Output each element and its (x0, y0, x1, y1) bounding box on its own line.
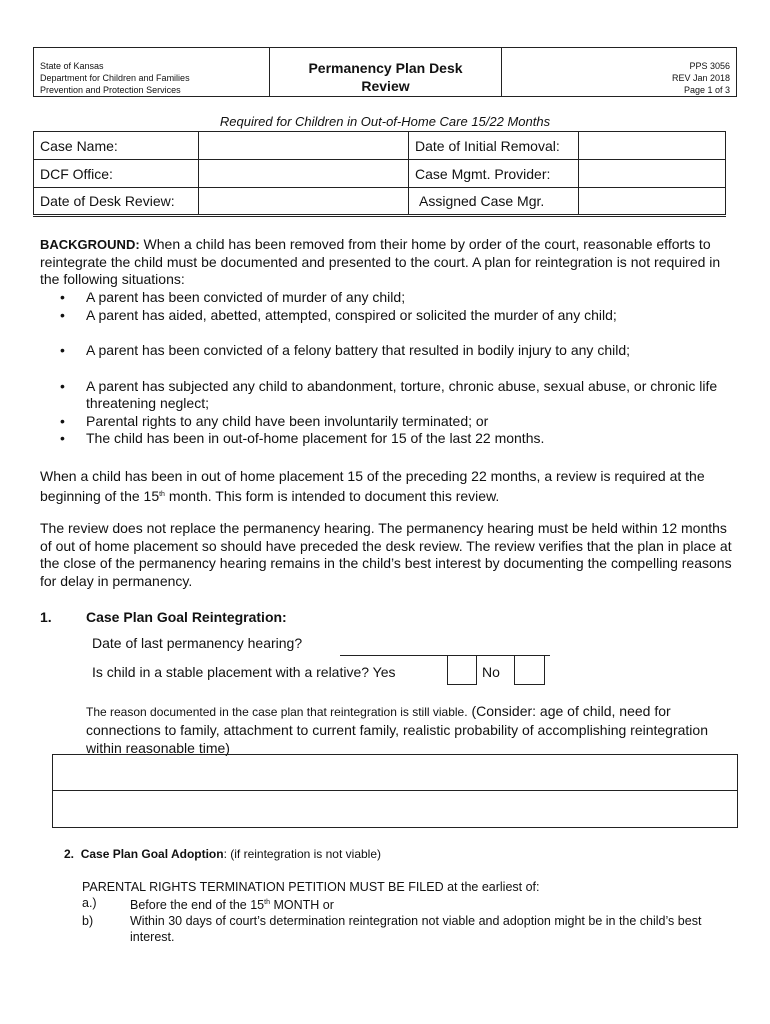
list-item-text: Parental rights to any child have been involuntarily terminated; or (86, 412, 489, 429)
table-row (34, 188, 726, 216)
review-text: When a child has been in out of home placement 15 of the preceding 22 months, a review is required at the beginning of the 15 (40, 468, 705, 504)
yes-checkbox[interactable] (447, 655, 477, 685)
list-item-text: A parent has aided, abetted, attempted, conspired or solicited the murder of any child; (86, 306, 617, 323)
item-text: MONTH or (269, 898, 334, 912)
page-indicator: Page 1 of 3 (683, 85, 730, 95)
bullet-icon: • (60, 289, 65, 305)
agency-line: Prevention and Protection Services (40, 85, 181, 95)
agency-block (34, 48, 270, 96)
list-item-text: A parent has been convicted of a felony battery that resulted in bodily injury to any child; (86, 342, 630, 358)
case-name-field[interactable] (199, 132, 409, 160)
form-title (270, 48, 502, 96)
dcf-office-label: DCF Office: (34, 160, 199, 188)
bullet-icon: • (60, 306, 65, 323)
exception-list (40, 289, 740, 448)
list-item (40, 289, 740, 307)
list-item (40, 430, 740, 448)
section-note: : (if reintegration is not viable) (223, 847, 381, 861)
case-mgmt-provider-field[interactable] (579, 160, 726, 188)
table-row (34, 160, 726, 188)
reason-answer-box[interactable] (52, 754, 738, 828)
reintegration-reason-prompt (86, 702, 736, 757)
initial-removal-field[interactable] (579, 132, 726, 160)
form-header (33, 47, 737, 97)
list-item-text: The child has been in out-of-home placement for 15 of the last 22 months. (86, 430, 545, 446)
list-item (82, 913, 722, 945)
answer-row[interactable] (53, 755, 737, 791)
stable-placement-question: Is child in a stable placement with a relative? Yes (92, 664, 396, 680)
form-title-line: Permanency Plan Desk (308, 60, 463, 76)
list-item-text: A parent has subjected any child to abandonment, torture, chronic abuse, sexual abuse, or chronic life threatening neglect; (86, 377, 718, 411)
case-info-table (33, 131, 726, 217)
assigned-case-mgr-label: Assigned Case Mgr. (409, 188, 579, 216)
assigned-case-mgr-field[interactable] (579, 188, 726, 216)
initial-removal-label: Date of Initial Removal: (409, 132, 579, 160)
section2-heading (64, 847, 381, 861)
item-text: Within 30 days of court’s determination reintegration not viable and adoption might be in the child’s best interest. (130, 914, 702, 944)
list-item (82, 895, 722, 913)
section-title: Case Plan Goal Reintegration: (86, 609, 287, 625)
form-subtitle: Required for Children in Out-of-Home Care 15/22 Months (219, 114, 551, 129)
agency-line: Department for Children and Families (40, 73, 190, 83)
section-title: Case Plan Goal Adoption (80, 847, 224, 861)
section-number: 2. (64, 847, 75, 861)
form-revision: REV Jan 2018 (671, 73, 730, 83)
dcf-office-field[interactable] (199, 160, 409, 188)
background-paragraph (40, 236, 740, 289)
no-label: No (482, 664, 500, 680)
form-title-line: Review (361, 78, 410, 94)
list-item (40, 413, 740, 431)
bullet-icon: • (60, 377, 65, 394)
petition-heading: PARENTAL RIGHTS TERMINATION PETITION MUST BE FILED at the earliest of: (82, 880, 540, 894)
no-checkbox[interactable] (514, 655, 545, 685)
form-id-block (502, 48, 736, 96)
case-mgmt-provider-label: Case Mgmt. Provider: (409, 160, 579, 188)
list-item (40, 378, 740, 413)
list-item (40, 342, 740, 360)
termination-block (82, 879, 722, 945)
reason-text-small: The reason documented in the case plan that reintegration is still viable. (86, 705, 468, 719)
background-label: BACKGROUND: (40, 237, 140, 252)
table-row (34, 132, 726, 160)
bullet-icon: • (60, 430, 65, 446)
permanency-paragraph: The review does not replace the permanency hearing. The permanency hearing must be held within 12 months of out of home placement so should have preceded the desk review. The review verifies that the plan in place at the close of the permanency hearing remains in the child’s best interest by documenting the compelling reasons for delay in permanency. (40, 520, 732, 589)
item-label: a.) (82, 896, 97, 910)
form-number: PPS 3056 (689, 61, 730, 71)
ordinal-suffix: th (264, 899, 270, 906)
item-text: Before the end of the 15 (130, 898, 265, 912)
list-item-text: A parent has been convicted of murder of any child; (86, 289, 406, 305)
reason-text: (Consider: age of child, need for connections to family, attachment to current family, realistic probability of accomplishing reintegration within reasonable time) (86, 703, 708, 756)
case-name-label: Case Name: (34, 132, 199, 160)
desk-review-date-field[interactable] (199, 188, 409, 216)
item-label: b) (82, 914, 94, 928)
section1-heading (40, 609, 287, 625)
background-intro: When a child has been removed from their home by order of the court, reasonable efforts to reintegrate the child must be documented and presented to the court. A plan for reintegration is not required in the following situations: (40, 236, 721, 287)
last-hearing-question: Date of last permanency hearing? (92, 635, 303, 651)
agency-line: State of Kansas (40, 61, 104, 71)
bullet-icon: • (60, 342, 65, 358)
list-item (40, 307, 740, 325)
ordinal-suffix: th (159, 490, 165, 498)
desk-review-date-label: Date of Desk Review: (34, 188, 199, 216)
review-text: month. This form is intended to document this review. (164, 487, 500, 504)
review-required-paragraph (40, 468, 740, 505)
section-number: 1. (40, 609, 52, 625)
bullet-icon: • (60, 412, 65, 429)
